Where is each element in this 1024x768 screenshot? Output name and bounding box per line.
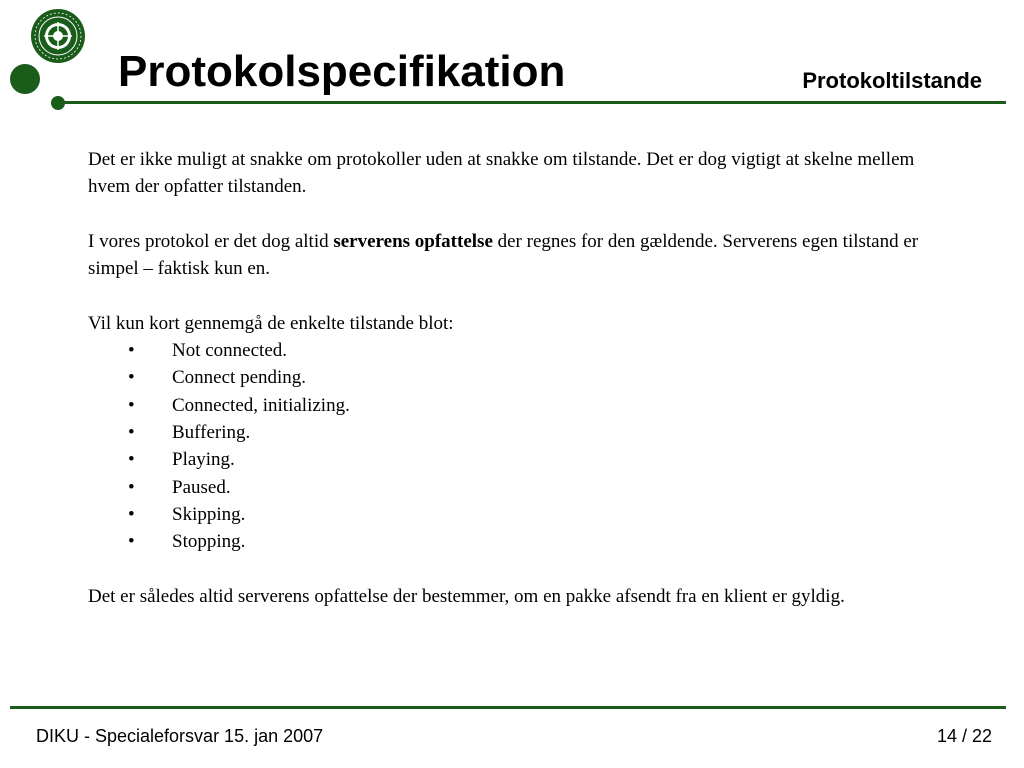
list-item	[88, 528, 938, 555]
bullet-icon: •	[128, 421, 135, 443]
bullet-icon: •	[128, 449, 135, 471]
university-seal-icon	[30, 8, 86, 64]
footer-divider	[10, 706, 1006, 709]
section-title: Protokoltilstande	[802, 68, 982, 93]
state-label: Not connected.	[172, 340, 288, 362]
bullet-icon: •	[128, 503, 135, 525]
state-label: Stopping.	[172, 531, 246, 553]
decorative-dot-large	[10, 64, 40, 94]
state-label: Paused.	[172, 476, 231, 498]
list-item	[88, 364, 938, 391]
slide-body	[88, 146, 938, 610]
state-label: Buffering.	[172, 421, 251, 443]
slide-title: Protokolspecifikation	[118, 47, 566, 96]
list-item	[88, 419, 938, 446]
server-paragraph-end: der regnes for den gældende. Serverens egen tilstand er simpel – faktisk kun en.	[88, 230, 919, 280]
state-label: Skipping.	[172, 503, 246, 525]
state-label: Connected, initializing.	[172, 394, 350, 416]
bullet-icon: •	[128, 394, 135, 416]
bullet-icon: •	[128, 367, 135, 389]
page-number: 14 / 22	[936, 726, 992, 746]
intro-paragraph: Det er ikke muligt at snakke om protokoller uden at snakke om tilstande. Det er dog vigtigt at skelne mellem hvem der opfatter tilstanden.	[88, 149, 915, 198]
server-paragraph-start: I vores protokol er det dog altid	[88, 230, 334, 252]
state-label: Playing.	[172, 449, 235, 471]
bullet-icon: •	[128, 340, 135, 362]
conclusion-paragraph: Det er således altid serverens opfattelse der bestemmer, om en pakke afsendt fra en klient er gyldig.	[88, 585, 845, 607]
list-item	[88, 392, 938, 419]
list-item	[88, 446, 938, 473]
list-item	[88, 501, 938, 528]
list-item	[88, 474, 938, 501]
list-intro: Vil kun kort gennemgå de enkelte tilstande blot:	[88, 312, 454, 334]
bullet-icon: •	[128, 476, 135, 498]
bullet-icon: •	[128, 531, 135, 553]
server-perception-emphasis: serverens opfattelse	[333, 230, 493, 252]
footer-event-label: DIKU - Specialeforsvar 15. jan 2007	[36, 726, 324, 746]
state-list	[88, 337, 938, 555]
list-item	[88, 337, 938, 364]
server-paragraph	[88, 228, 938, 283]
header-divider	[60, 101, 1006, 104]
state-label: Connect pending.	[172, 367, 307, 389]
